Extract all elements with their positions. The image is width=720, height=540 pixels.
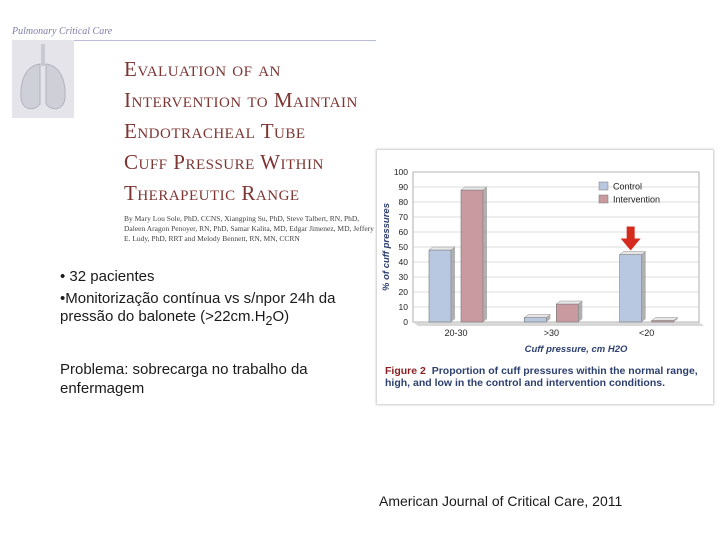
article-byline: By Mary Lou Sole, PhD, CCNS, Xiangping Su, PhD, Steve Talbert, RN, PhD, Daleen Aragon Penoyer, RN, PhD, Samar Kalita, MD, Edgar Jimenez, MD, Jeffery E. Ludy, PhD, RRT and Melody Bennett, RN, MN, CCRN bbox=[124, 214, 374, 243]
bullet-monitoring-text: •Monitorização contínua vs s/npor 24h da pressão do balonete (>22cm.H bbox=[60, 290, 336, 325]
legend-label: Intervention bbox=[613, 194, 661, 205]
legend-swatch bbox=[599, 195, 608, 203]
y-tick-label: 0 bbox=[403, 317, 408, 327]
bar bbox=[461, 190, 483, 322]
article-title-line: Endotracheal Tube bbox=[124, 119, 306, 143]
bar-chart bbox=[377, 150, 713, 360]
y-tick-label: 50 bbox=[398, 242, 408, 252]
x-axis-label: Cuff pressure, cm H2O bbox=[524, 344, 628, 355]
journal-masthead: Pulmonary Critical Care bbox=[12, 26, 376, 41]
plot-floor bbox=[413, 322, 704, 326]
figure-caption bbox=[385, 365, 705, 389]
figure-caption-text: Proportion of cuff pressures within the normal range, high, and low in the control and intervention conditions. bbox=[385, 365, 698, 389]
lungs-illustration bbox=[12, 40, 74, 118]
bar-top bbox=[524, 315, 550, 318]
y-tick-label: 90 bbox=[398, 182, 408, 192]
bar bbox=[652, 321, 674, 323]
bullet-monitoring-tail: O) bbox=[272, 308, 290, 325]
journal-header-image bbox=[8, 24, 380, 274]
y-axis-label: % of cuff pressures bbox=[381, 203, 392, 291]
article-title-line: Therapeutic Range bbox=[124, 181, 300, 205]
y-tick-label: 10 bbox=[398, 302, 408, 312]
article-title-line: Intervention to Maintain bbox=[124, 88, 358, 112]
bar-top bbox=[461, 187, 487, 190]
y-tick-label: 60 bbox=[398, 227, 408, 237]
bullet-patients: • 32 pacientes bbox=[60, 268, 155, 285]
bar-top bbox=[620, 252, 646, 255]
y-tick-label: 20 bbox=[398, 287, 408, 297]
subscript: 2 bbox=[265, 314, 273, 328]
article-title-line: Evaluation of an bbox=[124, 57, 281, 81]
bar-top bbox=[429, 247, 455, 250]
figure-panel bbox=[377, 150, 713, 404]
bar bbox=[429, 250, 451, 322]
bar-side bbox=[642, 252, 646, 323]
bar-side bbox=[451, 247, 455, 322]
bar-side bbox=[578, 301, 582, 322]
bar bbox=[524, 318, 546, 323]
x-tick-label: <20 bbox=[639, 328, 655, 338]
y-tick-label: 100 bbox=[393, 167, 408, 177]
article-title bbox=[124, 54, 380, 209]
bar bbox=[556, 304, 578, 322]
article-title-line: Cuff Pressure Within bbox=[124, 150, 324, 174]
bar-top bbox=[556, 301, 582, 304]
y-tick-label: 30 bbox=[398, 272, 408, 282]
problem-statement: Problema: sobrecarga no trabalho da enfermagem bbox=[60, 361, 308, 397]
x-tick-label: >30 bbox=[543, 328, 559, 338]
bullet-monitoring bbox=[60, 290, 370, 330]
citation: American Journal of Critical Care, 2011 bbox=[379, 493, 623, 509]
legend-swatch bbox=[599, 182, 608, 190]
y-tick-label: 80 bbox=[398, 197, 408, 207]
y-tick-label: 70 bbox=[398, 212, 408, 222]
x-tick-label: 20-30 bbox=[444, 328, 468, 338]
bar-top bbox=[652, 318, 678, 321]
bar bbox=[620, 255, 642, 323]
figure-caption-lead: Figure 2 bbox=[385, 365, 426, 377]
bar-side bbox=[483, 187, 487, 322]
legend-label: Control bbox=[613, 181, 643, 192]
y-tick-label: 40 bbox=[398, 257, 408, 267]
arrow-shaft bbox=[627, 227, 635, 239]
